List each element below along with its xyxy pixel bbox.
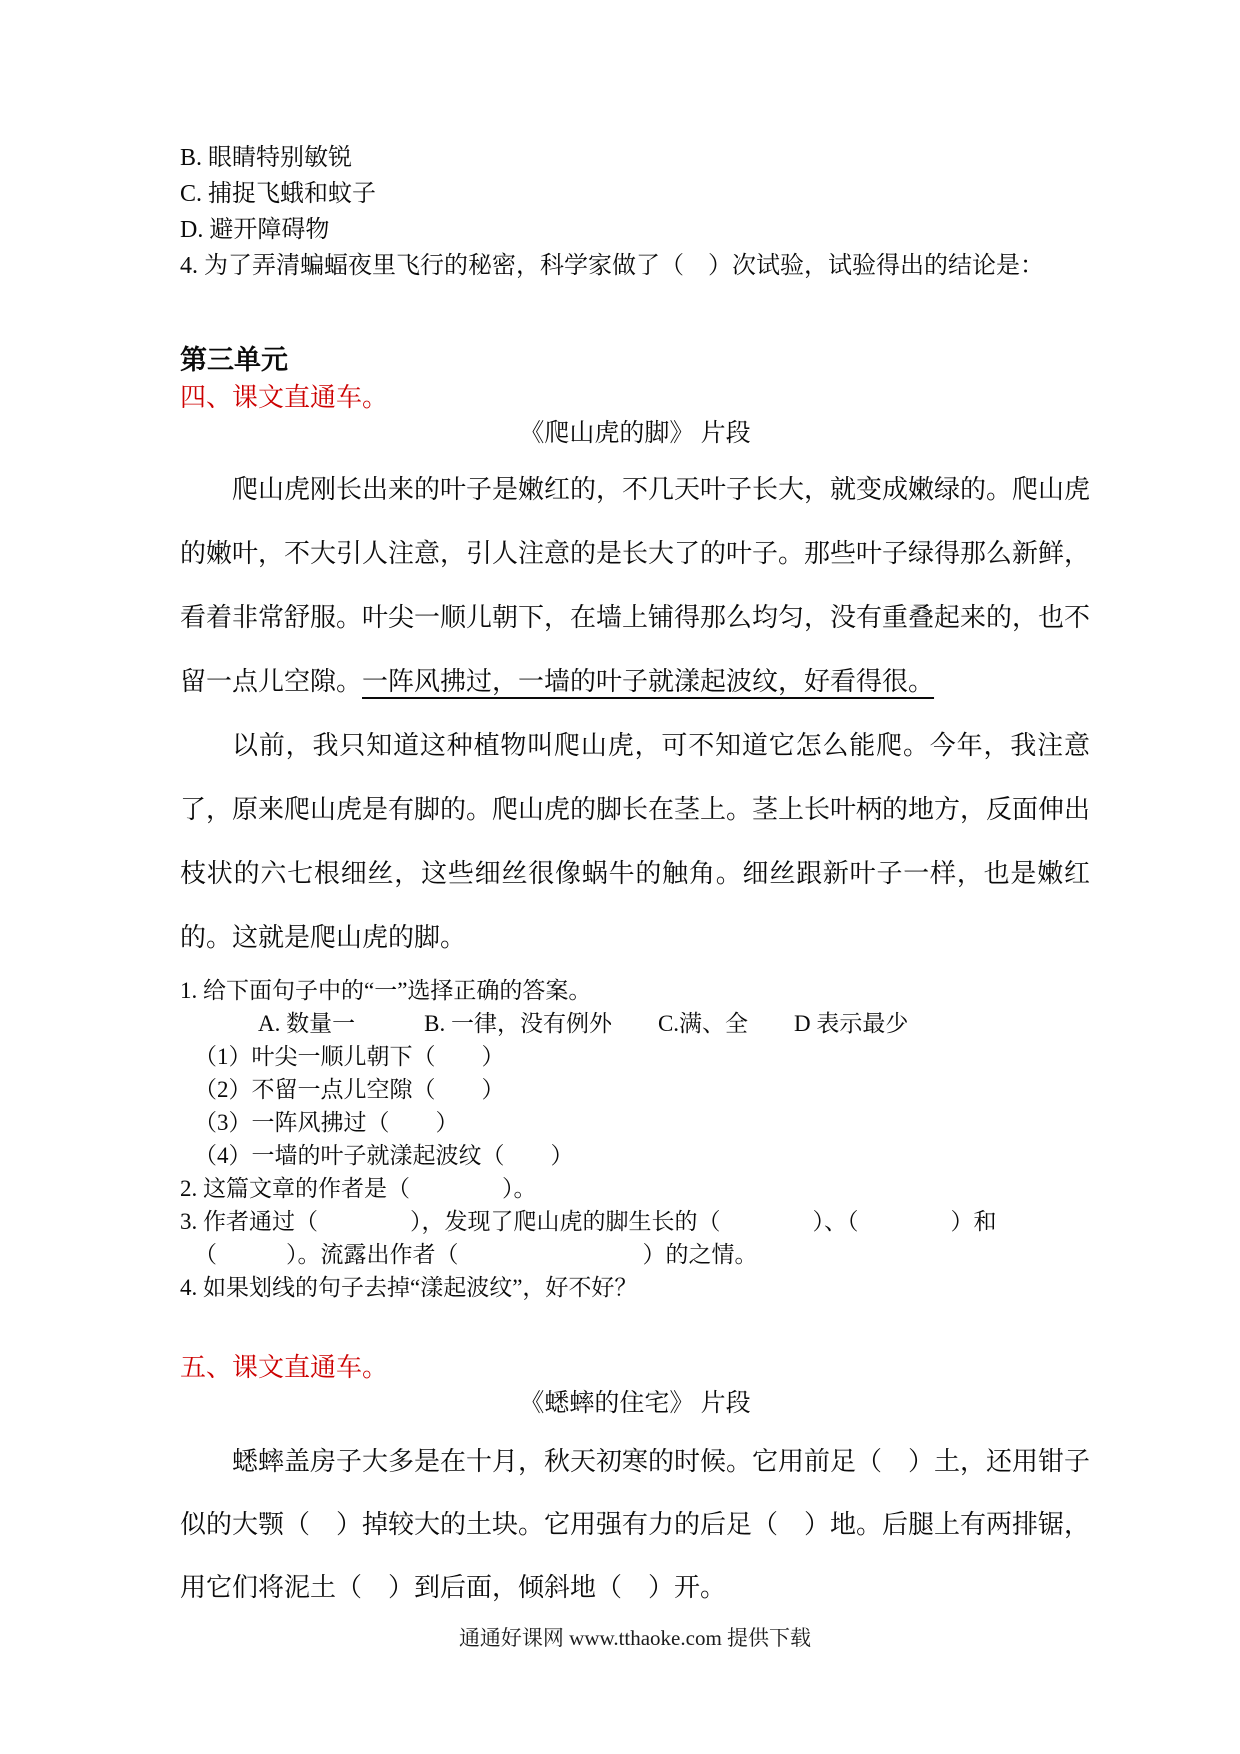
section4-heading: 四、课文直通车。 xyxy=(180,383,389,412)
choice-option-c: C. 捕捉飞蛾和蚊子 xyxy=(180,181,377,207)
question-1-sub-2: （2）不留一点儿空隙（ ） xyxy=(194,1077,505,1102)
choice-option-b: B. 眼睛特别敏锐 xyxy=(180,145,353,171)
passage1-paragraph1-text: 爬山虎刚长出来的叶子是嫩红的，不几天叶子长大，就变成嫩绿的。爬山虎的嫩叶，不大引人注意，引人注意的是长大了的叶子。那些叶子绿得那么新鲜，看着非常舒服。叶尖一顺儿朝下，在墙上铺得那么均匀，没有重叠起来的，也不留一点儿空隙。 xyxy=(180,475,1091,696)
question-1-sub-3: （3）一阵风拂过（ ） xyxy=(194,1110,459,1135)
question-1-sub-4: （4）一墙的叶子就漾起波纹（ ） xyxy=(194,1143,574,1168)
section5-heading: 五、课文直通车。 xyxy=(180,1353,389,1382)
unit3-heading: 第三单元 xyxy=(180,345,288,375)
passage1-underlined-sentence: 一阵风拂过，一墙的叶子就漾起波纹，好看得很。 xyxy=(362,667,935,696)
choice-option-d: D. 避开障碍物 xyxy=(180,217,330,243)
question-1: 1. 给下面句子中的“一”选择正确的答案。 xyxy=(180,978,592,1003)
passage2-paragraph1: 蟋蟀盖房子大多是在十月，秋天初寒的时候。它用前足（ ）土，还用钳子似的大颚（ ）掉较大的土块。它用强有力的后足（ ）地。后腿上有两排锯，用它们将泥土（ ）到后面，倾斜地（ ）开。 xyxy=(180,1447,1091,1602)
passage1-paragraph1 xyxy=(180,458,1090,714)
passage1-paragraph2: 以前，我只知道这种植物叫爬山虎，可不知道它怎么能爬。今年，我注意了，原来爬山虎是有脚的。爬山虎的脚长在茎上。茎上长叶柄的地方，反面伸出枝状的六七根细丝，这些细丝很像蜗牛的触角。细丝跟新叶子一样，也是嫩红的。这就是爬山虎的脚。 xyxy=(180,731,1091,952)
passage1-title: 《爬山虎的脚》 片段 xyxy=(519,420,751,447)
unit2-question-4: 4. 为了弄清蝙蝠夜里飞行的秘密，科学家做了（ ）次试验，试验得出的结论是： xyxy=(180,253,1044,279)
unit2-question-block xyxy=(180,140,1090,284)
passage2-title: 《蟋蟀的住宅》 片段 xyxy=(519,1390,751,1417)
section4-questions xyxy=(180,974,1090,1304)
question-1-options: A. 数量一 B. 一律，没有例外 C.满、全 D 表示最少 xyxy=(258,1011,909,1036)
question-1-sub-1: （1）叶尖一顺儿朝下（ ） xyxy=(194,1044,505,1069)
question-3-line-2: （ ）。流露出作者（ ）的之情。 xyxy=(194,1242,758,1267)
question-4: 4. 如果划线的句子去掉“漾起波纹”，好不好？ xyxy=(180,1275,638,1300)
question-2: 2. 这篇文章的作者是（ ）。 xyxy=(180,1176,537,1201)
footer-download-note: 通通好课网 www.tthaoke.com 提供下载 xyxy=(458,1626,812,1650)
question-3-line-1: 3. 作者通过（ ），发现了爬山虎的脚生长的（ ）、（ ）和 xyxy=(180,1209,997,1234)
